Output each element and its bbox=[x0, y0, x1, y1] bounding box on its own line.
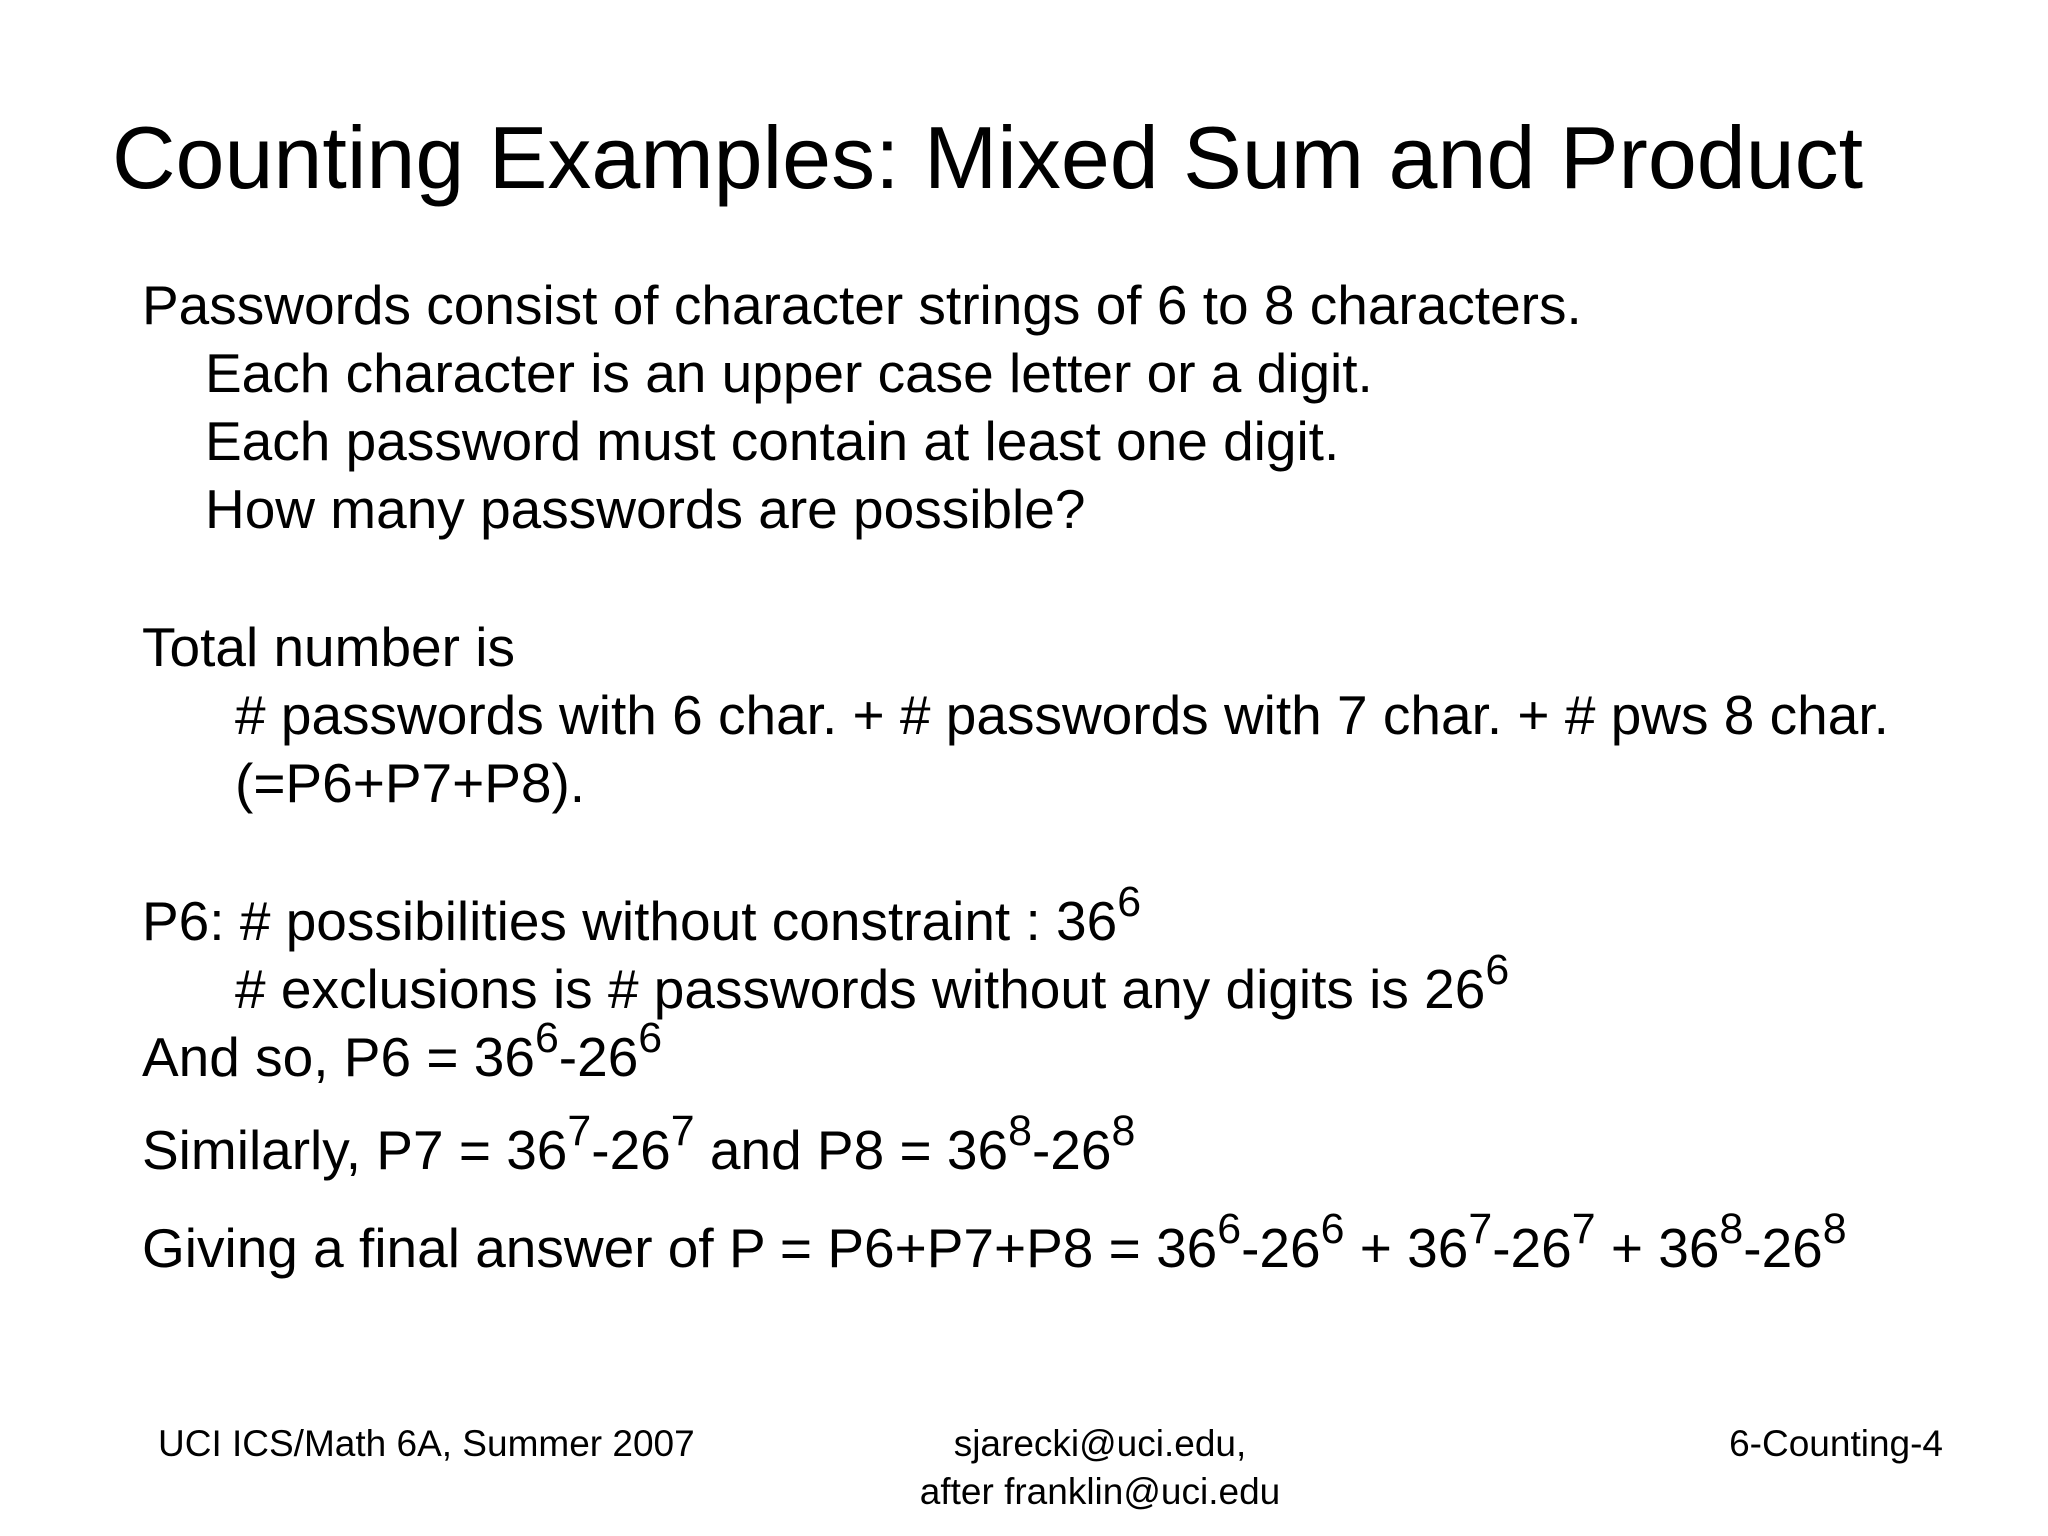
similarly-line bbox=[142, 1107, 1136, 1182]
final-term-6: -26 bbox=[1743, 1217, 1823, 1279]
p6-line-2-exponent: 6 bbox=[1485, 946, 1510, 995]
total-intro: Total number is bbox=[142, 616, 515, 678]
conclusion-exponent-b: 6 bbox=[638, 1014, 663, 1063]
final-exp-5: 8 bbox=[1719, 1205, 1744, 1254]
similarly-term-4: -26 bbox=[1031, 1119, 1112, 1181]
conclusion-mid: -26 bbox=[558, 1026, 639, 1088]
footer-course: UCI ICS/Math 6A, Summer 2007 bbox=[158, 1423, 695, 1464]
p6-line-1 bbox=[142, 878, 1142, 953]
similarly-exp-2: 7 bbox=[670, 1107, 695, 1156]
problem-question: How many passwords are possible? bbox=[205, 478, 1086, 540]
total-sum: # passwords with 6 char. + # passwords with 7 char. + # pws 8 char. bbox=[235, 684, 1889, 746]
final-term-4: -26 bbox=[1492, 1217, 1572, 1279]
problem-rule-1: Each character is an upper case letter or a digit. bbox=[205, 342, 1373, 404]
similarly-exp-4: 8 bbox=[1111, 1107, 1136, 1156]
final-exp-2: 6 bbox=[1320, 1205, 1345, 1254]
final-term-5: + 36 bbox=[1595, 1217, 1720, 1279]
final-prefix: Giving a final answer of P = P6+P7+P8 = 36 bbox=[142, 1217, 1218, 1279]
final-exp-4: 7 bbox=[1571, 1205, 1596, 1254]
final-term-3: + 36 bbox=[1344, 1217, 1469, 1279]
p6-line-2-text: # exclusions is # passwords without any digits is 26 bbox=[235, 958, 1486, 1020]
total-formula: (=P6+P7+P8). bbox=[235, 752, 586, 814]
footer-author-2: after franklin@uci.edu bbox=[919, 1471, 1281, 1512]
similarly-term-3: and P8 = 36 bbox=[694, 1119, 1009, 1181]
similarly-exp-1: 7 bbox=[567, 1107, 592, 1156]
footer-slide-number: 6-Counting-4 bbox=[1729, 1423, 1943, 1464]
final-exp-3: 7 bbox=[1468, 1205, 1493, 1254]
footer-author-1: sjarecki@uci.edu, bbox=[953, 1423, 1247, 1464]
final-term-2: -26 bbox=[1241, 1217, 1321, 1279]
p6-conclusion bbox=[142, 1014, 663, 1089]
slide-title: Counting Examples: Mixed Sum and Product bbox=[112, 108, 1864, 207]
p6-line-1-exponent: 6 bbox=[1117, 878, 1142, 927]
conclusion-exponent-a: 6 bbox=[534, 1014, 559, 1063]
p6-line-2 bbox=[235, 946, 1510, 1021]
p6-line-1-text: P6: # possibilities without constraint : 36 bbox=[142, 890, 1118, 952]
similarly-term-2: -26 bbox=[591, 1119, 671, 1181]
problem-rule-2: Each password must contain at least one digit. bbox=[205, 410, 1340, 472]
conclusion-prefix: And so, P6 = 36 bbox=[142, 1026, 535, 1088]
footer-authors bbox=[850, 1420, 1350, 1516]
final-answer-line bbox=[142, 1205, 1847, 1280]
similarly-prefix: Similarly, P7 = 36 bbox=[142, 1119, 568, 1181]
similarly-exp-3: 8 bbox=[1008, 1107, 1032, 1156]
final-exp-6: 8 bbox=[1822, 1205, 1847, 1254]
problem-intro: Passwords consist of character strings of 6 to 8 characters. bbox=[142, 274, 1582, 336]
final-exp-1: 6 bbox=[1217, 1205, 1242, 1254]
